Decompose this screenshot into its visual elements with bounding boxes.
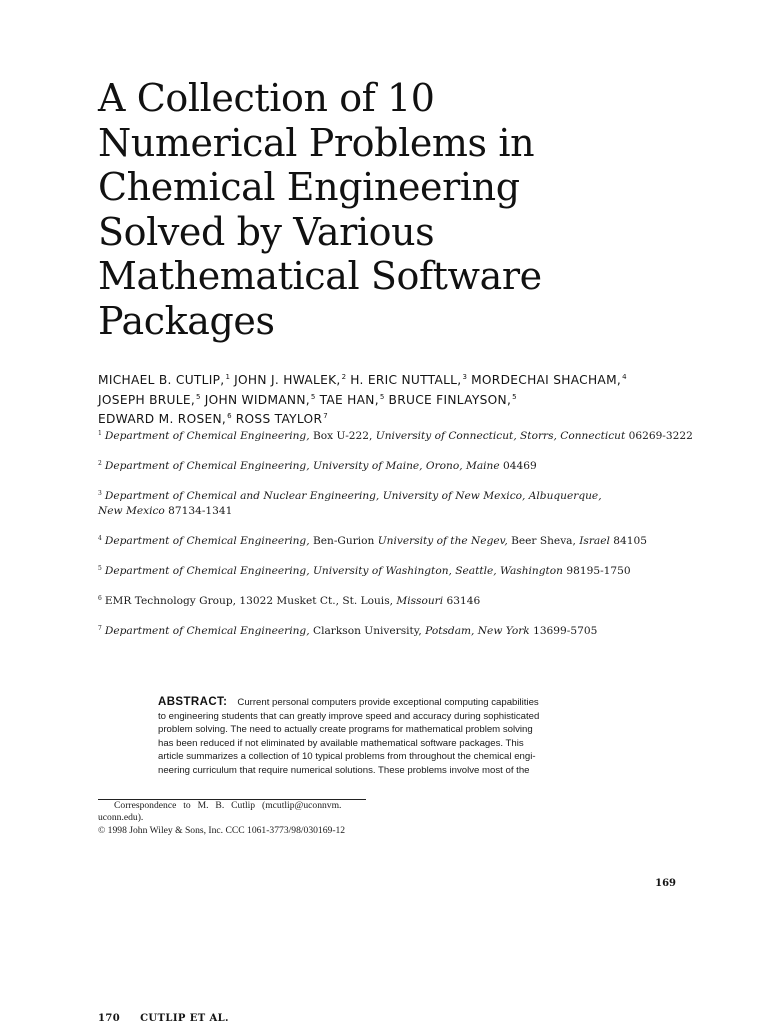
- author-affiliation-mark: 3: [462, 373, 467, 381]
- author-line: [98, 389, 688, 409]
- author-name: EDWARD M. ROSEN,: [98, 412, 227, 426]
- title-line: Mathematical Software: [98, 254, 542, 298]
- running-footer-text: CUTLIP ET AL.: [140, 1013, 229, 1024]
- author-affiliation-mark: 2: [341, 373, 347, 381]
- affiliation-institution: University of Washington, Seattle, Washington: [312, 565, 563, 577]
- author-name: JOHN J. HWALEK,: [234, 373, 341, 387]
- affiliation-postcode: 13699-5705: [533, 625, 598, 637]
- affiliation-institution: University of New Mexico, Albuquerque,: [382, 490, 602, 502]
- author-line: [98, 369, 688, 389]
- affiliation-address: Ben-Gurion: [312, 535, 375, 547]
- copyright-note: © 1998 John Wiley & Sons, Inc. CCC 1061-3773/98/030169-12: [98, 824, 346, 836]
- author-affiliation-mark: 5: [310, 392, 316, 401]
- author-name: BRUCE FINLAYSON,: [388, 392, 512, 407]
- title-line: Numerical Problems in: [98, 120, 535, 165]
- affiliation-mark: 6: [98, 595, 102, 602]
- affiliation-postcode: 06269-3222: [628, 430, 693, 442]
- affiliation-mark: 5: [98, 565, 102, 572]
- abstract-line: has been reduced if not eliminated by available mathematical software packages. This: [158, 737, 524, 749]
- affiliation-department: Department of Chemical Engineering,: [104, 535, 310, 547]
- author-name: JOSEPH BRULE,: [98, 392, 196, 407]
- affiliation-postcode: 84105: [613, 535, 647, 547]
- title-line: Solved by Various: [98, 209, 435, 254]
- abstract-text: Current personal computers provide exceptional computing capabilities: [237, 697, 539, 708]
- affiliation: [98, 456, 698, 474]
- author-affiliation-mark: 5: [379, 392, 385, 401]
- affiliation: [98, 426, 698, 444]
- author-line: [98, 408, 688, 428]
- footnote: [98, 800, 398, 837]
- affiliation-institution: University of the Negev,: [377, 535, 508, 547]
- affiliation-department: Department of Chemical Engineering,: [104, 430, 310, 442]
- author-affiliation-mark: 5: [196, 392, 201, 401]
- affiliation-state: New Mexico: [98, 505, 165, 517]
- author-name: MORDECHAI SHACHAM,: [471, 373, 622, 387]
- correspondence-note: Correspondence to M. B. Cutlip (mcutlip@uconnvm.: [114, 800, 342, 811]
- page-number: 169: [655, 878, 676, 889]
- affiliation-department: Department of Chemical Engineering,: [104, 565, 310, 577]
- author-name: ROSS TAYLOR: [235, 412, 323, 426]
- affiliation-city: Potsdam, New York: [425, 625, 530, 637]
- running-footer: [98, 1013, 229, 1024]
- correspondence-note-cont: uconn.edu).: [98, 812, 144, 824]
- affiliation-address: Box U-222,: [312, 430, 373, 442]
- affiliation: [98, 561, 698, 579]
- abstract: [158, 696, 610, 778]
- title-line: A Collection of 10: [98, 76, 435, 120]
- affiliation-postcode: 98195-1750: [566, 565, 631, 577]
- running-footer-page: 170: [98, 1013, 121, 1024]
- affiliation-mark: 1: [98, 430, 102, 437]
- abstract-label: ABSTRACT:: [158, 696, 228, 708]
- affiliation-mark: 7: [98, 625, 102, 632]
- abstract-line: article summarizes a collection of 10 typical problems from throughout the chemical engi-: [158, 751, 536, 763]
- affiliation-state: Missouri: [396, 595, 444, 607]
- affiliation-country: Israel: [579, 535, 610, 547]
- author-affiliation-mark: 4: [622, 373, 627, 381]
- author-list: [98, 369, 688, 428]
- affiliation-mark: 2: [98, 460, 102, 467]
- author-name: MICHAEL B. CUTLIP,: [98, 373, 225, 387]
- affiliation: [98, 621, 698, 639]
- affiliation-institution: Clarkson University,: [312, 625, 422, 637]
- affiliation-department: Department of Chemical Engineering,: [104, 460, 310, 472]
- affiliation-address: EMR Technology Group, 13022 Musket Ct., St. Louis,: [104, 595, 393, 607]
- affiliation-postcode: 63146: [446, 595, 481, 607]
- affiliation-department: Department of Chemical Engineering,: [104, 625, 310, 637]
- affiliation: [98, 531, 698, 549]
- title-line: Chemical Engineering: [98, 165, 520, 209]
- paper-title: [98, 76, 698, 343]
- title-line: Packages: [98, 298, 275, 343]
- author-name: TAE HAN,: [319, 392, 379, 407]
- affiliation-city: Beer Sheva,: [511, 535, 576, 547]
- author-name: JOHN WIDMANN,: [204, 392, 310, 407]
- affiliation: [98, 591, 698, 609]
- affiliation-institution: University of Connecticut, Storrs, Connecticut: [375, 430, 626, 442]
- abstract-line: neering curriculum that require numerical solutions. These problems involve most of the: [158, 764, 530, 776]
- affiliation-institution: University of Maine, Orono, Maine: [312, 460, 500, 472]
- author-affiliation-mark: 7: [323, 412, 328, 420]
- affiliation-postcode: 87134-1341: [168, 505, 233, 517]
- abstract-line: to engineering students that can greatly improve speed and accuracy during sophisticated: [158, 710, 540, 722]
- abstract-line: problem solving. The need to actually create programs for mathematical problem solving: [158, 724, 533, 736]
- abstract-line: [158, 696, 610, 710]
- author-affiliation-mark: 5: [512, 392, 517, 401]
- author-name: H. ERIC NUTTALL,: [350, 373, 462, 387]
- author-affiliation-mark: 1: [225, 373, 230, 381]
- affiliation-mark: 4: [98, 535, 102, 542]
- affiliation-mark: 3: [98, 490, 102, 497]
- affiliation-department: Department of Chemical and Nuclear Engineering,: [104, 490, 380, 502]
- affiliation-postcode: 04469: [503, 460, 537, 472]
- author-affiliation-mark: 6: [227, 412, 232, 420]
- affiliation: [98, 486, 698, 519]
